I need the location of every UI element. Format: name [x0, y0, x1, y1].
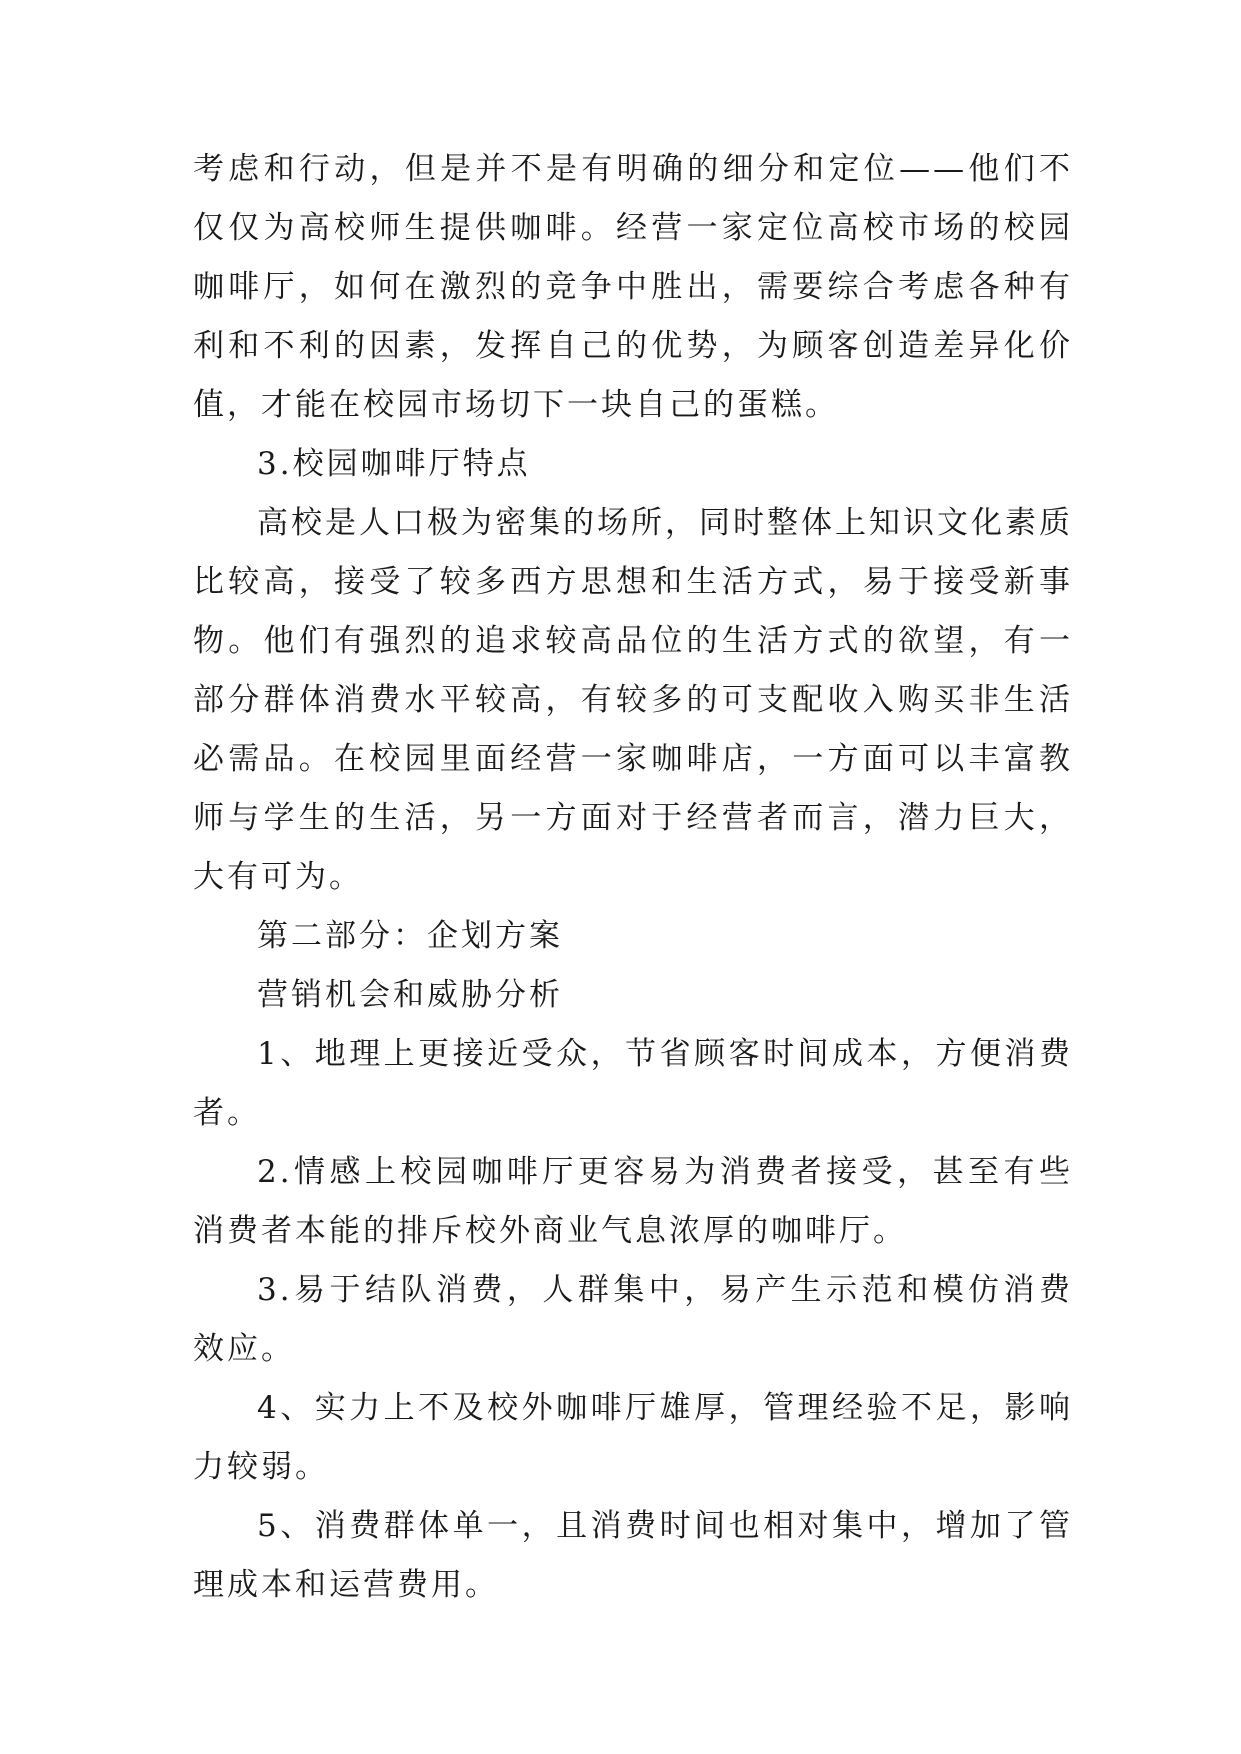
heading-campus-cafe-features: 3.校园咖啡厅特点 [257, 446, 531, 482]
heading-part-two: 第二部分：企划方案 [257, 918, 563, 954]
document-page [193, 140, 1073, 1615]
list-item-3: 3.易于结队消费，人群集中，易产生示范和模仿消费效应。 [193, 1272, 1073, 1367]
list-item-2: 2.情感上校园咖啡厅更容易为消费者接受，甚至有些消费者本能的排斥校外商业气息浓厚的咖啡厅。 [193, 1154, 1073, 1249]
list-item-5: 5、消费群体单一，且消费时间也相对集中，增加了管理成本和运营费用。 [193, 1508, 1073, 1603]
list-item-1: 1、地理上更接近受众，节省顾客时间成本，方便消费者。 [193, 1036, 1073, 1131]
heading-opportunity-analysis: 营销机会和威胁分析 [257, 977, 563, 1013]
paragraph-intro-continued: 考虑和行动，但是并不是有明确的细分和定位——他们不仅仅为高校师生提供咖啡。经营一家定位高校市场的校园咖啡厅，如何在激烈的竞争中胜出，需要综合考虑各种有利和不利的因素，发挥自己的优势，为顾客创造差异化价值，才能在校园市场切下一块自己的蛋糕。 [193, 151, 1073, 423]
paragraph-campus-features: 高校是人口极为密集的场所，同时整体上知识文化素质比较高，接受了较多西方思想和生活方式，易于接受新事物。他们有强烈的追求较高品位的生活方式的欲望，有一部分群体消费水平较高，有较多的可支配收入购买非生活必需品。在校园里面经营一家咖啡店，一方面可以丰富教师与学生的生活，另一方面对于经营者而言，潜力巨大，大有可为。 [193, 505, 1073, 895]
list-item-4: 4、实力上不及校外咖啡厅雄厚，管理经验不足，影响力较弱。 [193, 1390, 1073, 1485]
